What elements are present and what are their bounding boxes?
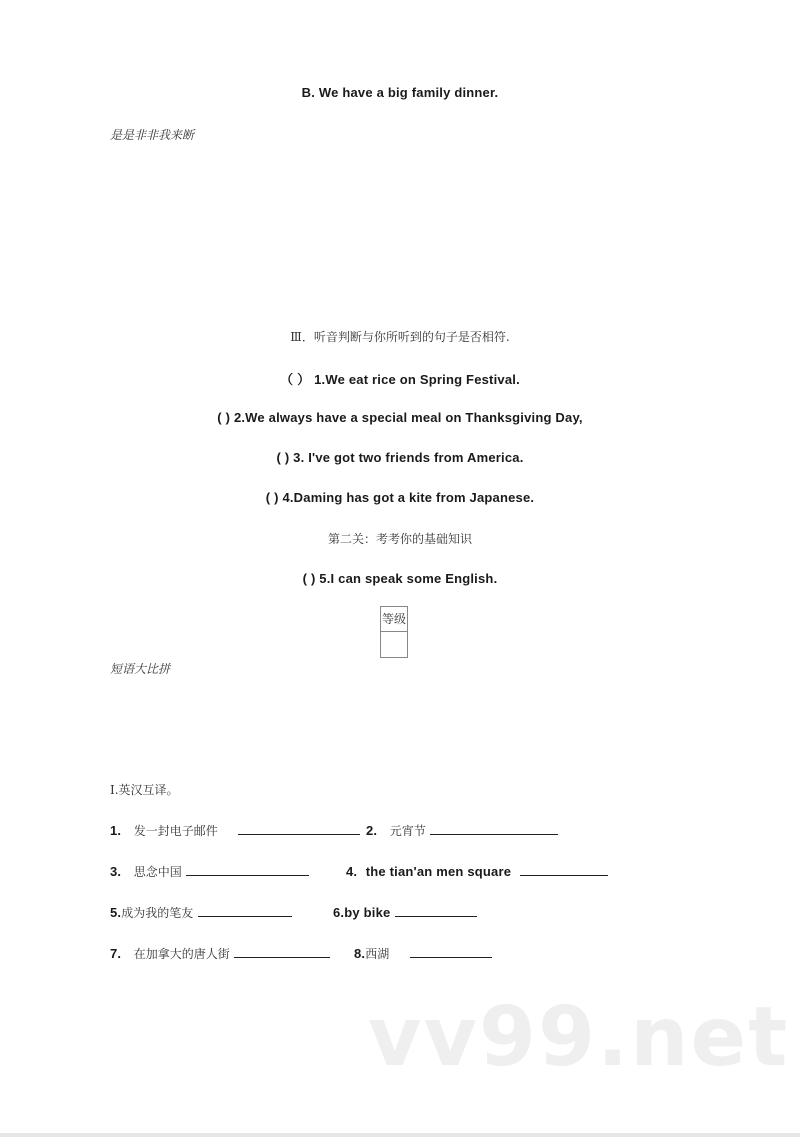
item-text: 元宵节 [389, 824, 426, 838]
item-number: 3. [110, 864, 122, 879]
phrase-contest-title: 短语大比拼 [110, 662, 171, 676]
item-text: by bike [344, 905, 391, 920]
answer-blank[interactable] [520, 863, 608, 876]
answer-blank[interactable] [198, 904, 292, 917]
translation-item-6 [333, 904, 477, 922]
item-text: 思念中国 [133, 865, 182, 879]
listening-item-5 [0, 571, 800, 586]
item-number: 8. [354, 946, 366, 961]
item-text: 2.We always have a special meal on Thanksgiving Day, [233, 410, 583, 425]
answer-blank[interactable] [410, 945, 492, 958]
listening-heading: Ⅲ．听音判断与你所听到的句子是否相符. [290, 330, 510, 344]
grade-box [380, 606, 408, 658]
answer-blank[interactable] [238, 822, 360, 835]
item-text: 5.I can speak some English. [319, 571, 498, 586]
translation-item-8 [354, 945, 492, 963]
true-false-section-title: 是是非非我来断 [110, 128, 195, 142]
grade-label: 等级 [381, 607, 407, 632]
item-text: 1.We eat rice on Spring Festival. [314, 372, 520, 387]
listening-item-4 [0, 490, 800, 505]
answer-blank[interactable] [395, 904, 477, 917]
translation-heading: Ⅰ.英汉互译。 [110, 783, 179, 797]
item-text: 成为我的笔友 [121, 906, 194, 920]
listening-item-2 [0, 410, 800, 425]
translation-item-7 [110, 945, 330, 963]
translation-item-3 [110, 863, 309, 881]
item-text: 4.Daming has got a kite from Japanese. [282, 490, 535, 505]
item-text: 3. I've got two friends from America. [293, 450, 524, 465]
translation-item-2 [366, 822, 558, 840]
answer-paren: ( ) [302, 571, 316, 586]
top-sentence: B. We have a big family dinner. [301, 85, 499, 100]
answer-paren: ( ) [265, 490, 279, 505]
answer-blank[interactable] [234, 945, 330, 958]
page-bottom-edge [0, 1133, 800, 1137]
item-number: 2. [366, 823, 378, 838]
item-number: 7. [110, 946, 122, 961]
item-number: 6. [333, 905, 345, 920]
item-text: 发一封电子邮件 [133, 824, 218, 838]
answer-paren: （ ） [280, 372, 311, 387]
listening-item-1 [0, 369, 800, 388]
translation-item-4 [346, 863, 608, 881]
answer-paren: ( ) [217, 410, 231, 425]
item-number: 4. [346, 864, 358, 879]
answer-blank[interactable] [430, 822, 558, 835]
item-text: the tian'an men square [365, 864, 512, 879]
item-text: 西湖 [365, 947, 390, 961]
item-number: 5. [110, 905, 122, 920]
translation-item-1 [110, 822, 360, 840]
level-two-heading: 第二关：考考你的基础知识 [327, 532, 472, 546]
grade-entry-cell[interactable] [381, 632, 407, 657]
answer-paren: ( ) [276, 450, 290, 465]
translation-item-5 [110, 904, 292, 922]
item-number: 1. [110, 823, 122, 838]
item-text: 在加拿大的唐人街 [133, 947, 230, 961]
answer-blank[interactable] [186, 863, 309, 876]
listening-item-3 [0, 450, 800, 465]
watermark: vv99.net [368, 990, 790, 1085]
